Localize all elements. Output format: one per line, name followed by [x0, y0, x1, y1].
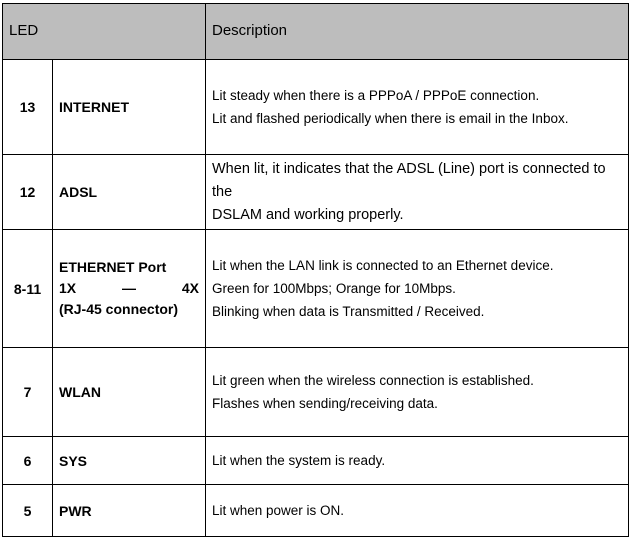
led-number: 13: [3, 60, 53, 155]
description-line: Lit steady when there is a PPPoA / PPPoE connection.: [212, 88, 540, 103]
description-line: Green for 100Mbps; Orange for 10Mbps.: [212, 281, 456, 296]
description-line: Lit when the system is ready.: [212, 453, 386, 468]
led-description: [206, 485, 629, 537]
led-description: [206, 437, 629, 485]
led-number: 12: [3, 155, 53, 230]
header-led-label: LED: [9, 22, 39, 39]
led-name-line: ETHERNET Port: [59, 259, 167, 275]
description-line: When lit, it indicates that the ADSL (Line) port is connected to the: [212, 160, 606, 200]
header-description-label: Description: [212, 22, 288, 39]
led-name: [53, 230, 206, 348]
led-number: 7: [3, 348, 53, 437]
header-led: [3, 4, 206, 60]
led-name-line: (RJ-45 connector): [59, 301, 179, 317]
led-number: 5: [3, 485, 53, 537]
led-number: 8-11: [3, 230, 53, 348]
led-name: PWR: [53, 485, 206, 537]
led-name: INTERNET: [53, 60, 206, 155]
header-description: [206, 4, 629, 60]
led-description: [206, 348, 629, 437]
table-row: [3, 485, 629, 537]
description-line: Lit and flashed periodically when there is email in the Inbox.: [212, 111, 569, 126]
led-number: 6: [3, 437, 53, 485]
description-line: DSLAM and working properly.: [212, 206, 404, 223]
led-name: ADSL: [53, 155, 206, 230]
led-name: WLAN: [53, 348, 206, 437]
led-name-range-start: 1X: [59, 280, 77, 296]
led-name-range-end: 4X: [181, 280, 199, 296]
table-row: [3, 155, 629, 230]
led-name-range: [59, 278, 205, 299]
led-table: [2, 3, 629, 537]
header-row: [3, 4, 629, 60]
description-line: Flashes when sending/receiving data.: [212, 396, 438, 411]
description-line: Lit when power is ON.: [212, 503, 345, 518]
led-description: [206, 230, 629, 348]
led-name: SYS: [53, 437, 206, 485]
table-row: [3, 230, 629, 348]
description-line: Lit when the LAN link is connected to an Ethernet device.: [212, 258, 554, 273]
description-line: Lit green when the wireless connection is established.: [212, 373, 534, 388]
table-row: [3, 437, 629, 485]
led-description: [206, 155, 629, 230]
led-name-range-dash: —: [122, 280, 136, 296]
table-row: [3, 348, 629, 437]
description-line: Blinking when data is Transmitted / Received.: [212, 304, 485, 319]
table-row: [3, 60, 629, 155]
led-description: [206, 60, 629, 155]
